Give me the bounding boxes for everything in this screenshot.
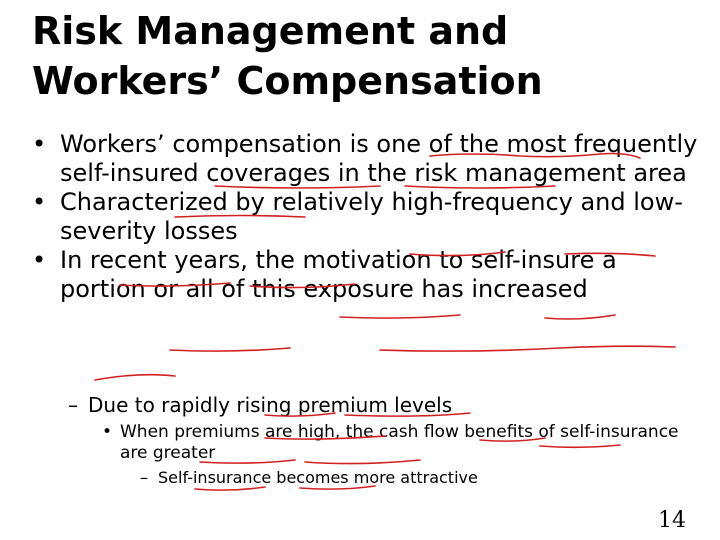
sub-bullet-premium-levels: – Due to rapidly rising premium levels bbox=[88, 393, 688, 417]
underline-mark bbox=[380, 346, 675, 351]
underline-mark bbox=[340, 315, 460, 318]
title-line-1: Risk Management and bbox=[32, 9, 509, 53]
underline-mark bbox=[545, 315, 615, 319]
underline-mark bbox=[170, 348, 290, 351]
underline-mark bbox=[95, 375, 175, 380]
bullet-motivation: • In recent years, the motivation to self-insure a portion or all of this exposure has increased bbox=[32, 246, 702, 304]
bullet-frequency-severity: • Characterized by relatively high-frequency and low-severity losses bbox=[32, 188, 702, 246]
page-number: 14 bbox=[658, 508, 686, 533]
sub-sub-bullet-cash-flow: • When premiums are high, the cash flow benefits of self-insurance are greater bbox=[120, 422, 680, 464]
sub-sub-sub-bullet-attractive: – Self-insurance becomes more attractive bbox=[158, 468, 658, 488]
title-line-2: Workers’ Compensation bbox=[32, 59, 543, 103]
bullet-self-insured-coverages: • Workers’ compensation is one of the most frequently self-insured coverages in the risk management area bbox=[32, 130, 702, 188]
bullet-list bbox=[32, 130, 702, 304]
slide-title bbox=[32, 6, 543, 106]
